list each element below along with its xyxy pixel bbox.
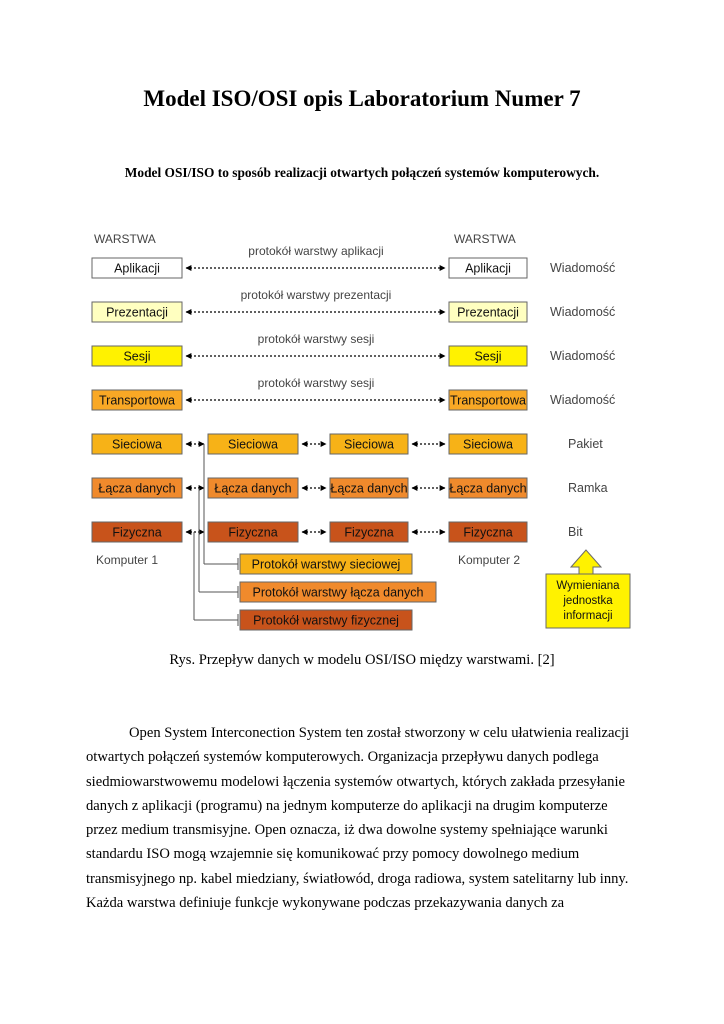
right-layer-1-label: Prezentacji xyxy=(457,305,519,320)
layer-2-col-2-label: Fizyczna xyxy=(344,525,394,540)
lower-unit-label-1: Ramka xyxy=(568,481,608,495)
layer-1-col-1-label: Łącza danych xyxy=(214,481,292,496)
callout-line-3: informacji xyxy=(563,610,613,622)
legend-item-0-label: Protokół warstwy sieciowej xyxy=(251,557,401,572)
right-layer-2-label: Sesji xyxy=(474,349,502,364)
layer-1-col-2-label: Łącza danych xyxy=(330,481,408,496)
page-title: Model ISO/OSI opis Laboratorium Numer 7 xyxy=(143,86,581,111)
left-layer-3-label: Transportowa xyxy=(99,393,175,408)
layer-0-col-1-label: Sieciowa xyxy=(227,437,279,452)
protocol-label-1: protokół warstwy prezentacji xyxy=(240,288,392,302)
layer-2-col-3-label: Fizyczna xyxy=(463,525,513,540)
computer-1-label: Komputer 1 xyxy=(96,553,159,567)
right-layer-3-label: Transportowa xyxy=(450,393,526,408)
paragraph-line: standardu ISO mogą wzajemnie się komunikować przy pomocy dowolnego medium xyxy=(86,846,580,863)
layer-2-col-1-label: Fizyczna xyxy=(228,525,278,540)
unit-label-1: Wiadomość xyxy=(550,305,616,319)
protocol-label-0: protokół warstwy aplikacji xyxy=(248,244,384,258)
paragraph-line: Open System Interconection System ten został stworzony w celu ułatwienia realizacji xyxy=(129,725,630,741)
layer-0-col-0-label: Sieciowa xyxy=(111,437,163,452)
lower-unit-label-0: Pakiet xyxy=(568,437,603,451)
figure-caption: Rys. Przepływ danych w modelu OSI/ISO między warstwami. [2] xyxy=(169,652,555,668)
legend-item-2-label: Protokół warstwy fizycznej xyxy=(253,613,399,628)
callout-line-2: jednostka xyxy=(563,595,613,607)
header-left: WARSTWA xyxy=(94,232,156,246)
paragraph-line: Każda warstwa definiuje funkcje wykonywane podczas przekazywania danych za xyxy=(86,895,565,912)
header-right: WARSTWA xyxy=(454,232,516,246)
paragraph-line: transmisyjnego np. kabel miedziany, światłowód, droga radiowa, system satelitarny lub inny. xyxy=(86,870,629,887)
legend-item-1-label: Protokół warstwy łącza danych xyxy=(252,585,424,600)
protocol-label-3: protokół warstwy sesji xyxy=(257,376,375,390)
body-paragraph xyxy=(86,721,646,915)
layer-1-col-0-label: Łącza danych xyxy=(98,481,176,496)
unit-label-0: Wiadomość xyxy=(550,261,616,275)
layer-1-col-3-label: Łącza danych xyxy=(449,481,527,496)
right-layer-0-label: Aplikacji xyxy=(465,261,511,276)
paragraph-line: danych z aplikacji (programu) na jednym komputerze do aplikacji na drugim komputerze xyxy=(86,797,608,814)
left-layer-1-label: Prezentacji xyxy=(106,305,168,320)
left-layer-0-label: Aplikacji xyxy=(114,261,160,276)
page-subtitle: Model OSI/ISO to sposób realizacji otwartych połączeń systemów komputerowych. xyxy=(124,165,600,180)
computer-2-label: Komputer 2 xyxy=(458,553,521,567)
callout-line-1: Wymieniana xyxy=(556,580,620,592)
paragraph-line: przez medium transmisyjne. Open oznacza, iż dwa dowolne systemy spełniające warunki xyxy=(86,822,608,839)
left-layer-2-label: Sesji xyxy=(123,349,151,364)
lower-unit-label-2: Bit xyxy=(568,525,583,539)
unit-label-3: Wiadomość xyxy=(550,393,616,407)
protocol-label-2: protokół warstwy sesji xyxy=(257,332,375,346)
layer-2-col-0-label: Fizyczna xyxy=(112,525,162,540)
layer-0-col-3-label: Sieciowa xyxy=(462,437,514,452)
paragraph-line: siedmiowarstwowemu modelowi łączenia systemów otwartych, których zakłada przesyłanie xyxy=(86,773,625,790)
paragraph-line: otwartych połączeń systemów komputerowych. Organizacja przepływu danych podlega xyxy=(86,749,599,766)
osi-flow-diagram xyxy=(86,218,638,636)
layer-0-col-2-label: Sieciowa xyxy=(343,437,395,452)
unit-label-2: Wiadomość xyxy=(550,349,616,363)
